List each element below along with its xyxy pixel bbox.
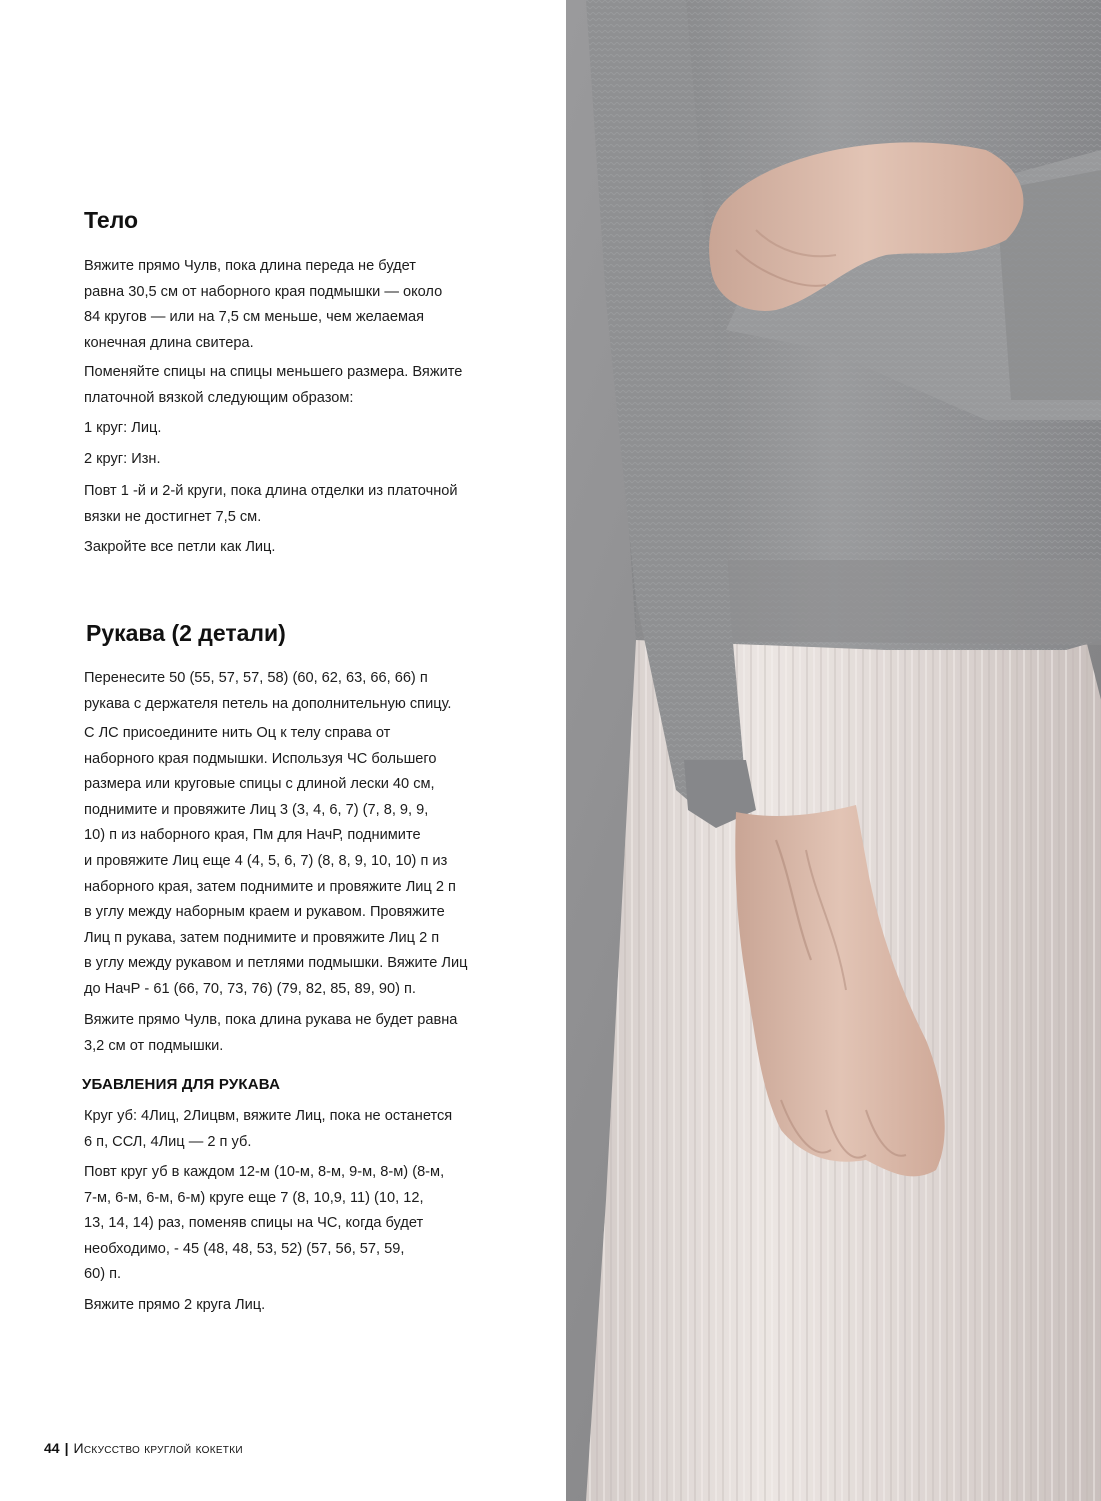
sleeves-paragraph-2: С ЛС присоедините нить Оц к телу справа от наборного края подмышки. Используя ЧС большего размера или круговые спицы с длиной лески 40 см, поднимите и провяжите Лиц 3 (3, 4, 6, 7) (7, 8, 9, 9, 10) п из наборного края, Пм для НачР, поднимите и провяжите Лиц еще 4 (4, 5, 6, 7) (8, 8, 9, 10, 10) п из наборного края, затем поднимите и провяжите Лиц 2 п в углу между наборным краем и рукавом. Провяжите Лиц п рукава, затем поднимите и провяжите Лиц 2 п в углу между рукавом и петлями подмышки. Вяжите Лиц до НачР - 61 (66, 70, 73, 76) (79, 82, 85, 89, 90) п. bbox=[84, 725, 468, 997]
decreases-paragraph-3: Вяжите прямо 2 круга Лиц. bbox=[84, 1297, 266, 1313]
sleeves-paragraph-1: Перенесите 50 (55, 57, 57, 58) (60, 62, 63, 66, 66) п рукава с держателя петель на дополнительную спицу. bbox=[84, 670, 452, 712]
footer-separator: | bbox=[64, 1440, 69, 1456]
body-heading: Тело bbox=[84, 207, 139, 233]
body-paragraph-1: Вяжите прямо Чулв, пока длина переда не будет равна 30,5 см от наборного края подмышки — около 84 кругов — или на 7,5 см меньше, чем желаемая конечная длина свитера. bbox=[84, 258, 443, 351]
decreases-paragraph-2: Повт круг уб в каждом 12-м (10-м, 8-м, 9-м, 8-м) (8-м, 7-м, 6-м, 6-м, 6-м) круге еще 7 (8, 10,9, 11) (10, 12, 13, 14, 14) раз, поменяв спицы на ЧС, когда будет необходимо, - 45 (48, 48, 53, 52) (57, 56, 57, 59, 60) п. bbox=[84, 1164, 445, 1283]
photo-arm-sweater bbox=[566, 0, 1101, 1501]
page-number: 44 bbox=[44, 1440, 60, 1456]
book-title: Искусство круглой кокетки bbox=[73, 1440, 243, 1456]
body-paragraph-bind-off: Закройте все петли как Лиц. bbox=[84, 539, 276, 555]
decreases-heading: УБАВЛЕНИЯ ДЛЯ РУКАВА bbox=[82, 1076, 281, 1093]
page-footer bbox=[44, 1440, 243, 1456]
body-paragraph-round-2: 2 круг: Изн. bbox=[84, 451, 161, 467]
body-paragraph-round-1: 1 круг: Лиц. bbox=[84, 420, 162, 436]
sleeves-heading: Рукава (2 детали) bbox=[86, 620, 286, 646]
body-paragraph-2: Поменяйте спицы на спицы меньшего размера. Вяжите платочной вязкой следующим образом: bbox=[84, 364, 463, 406]
sleeves-paragraph-3: Вяжите прямо Чулв, пока длина рукава не будет равна 3,2 см от подмышки. bbox=[84, 1012, 458, 1054]
decreases-paragraph-1: Круг уб: 4Лиц, 2Лицвм, вяжите Лиц, пока не останется 6 п, ССЛ, 4Лиц — 2 п уб. bbox=[84, 1108, 453, 1150]
body-paragraph-repeat: Повт 1 -й и 2-й круги, пока длина отделки из платочной вязки не достигнет 7,5 см. bbox=[84, 483, 458, 525]
